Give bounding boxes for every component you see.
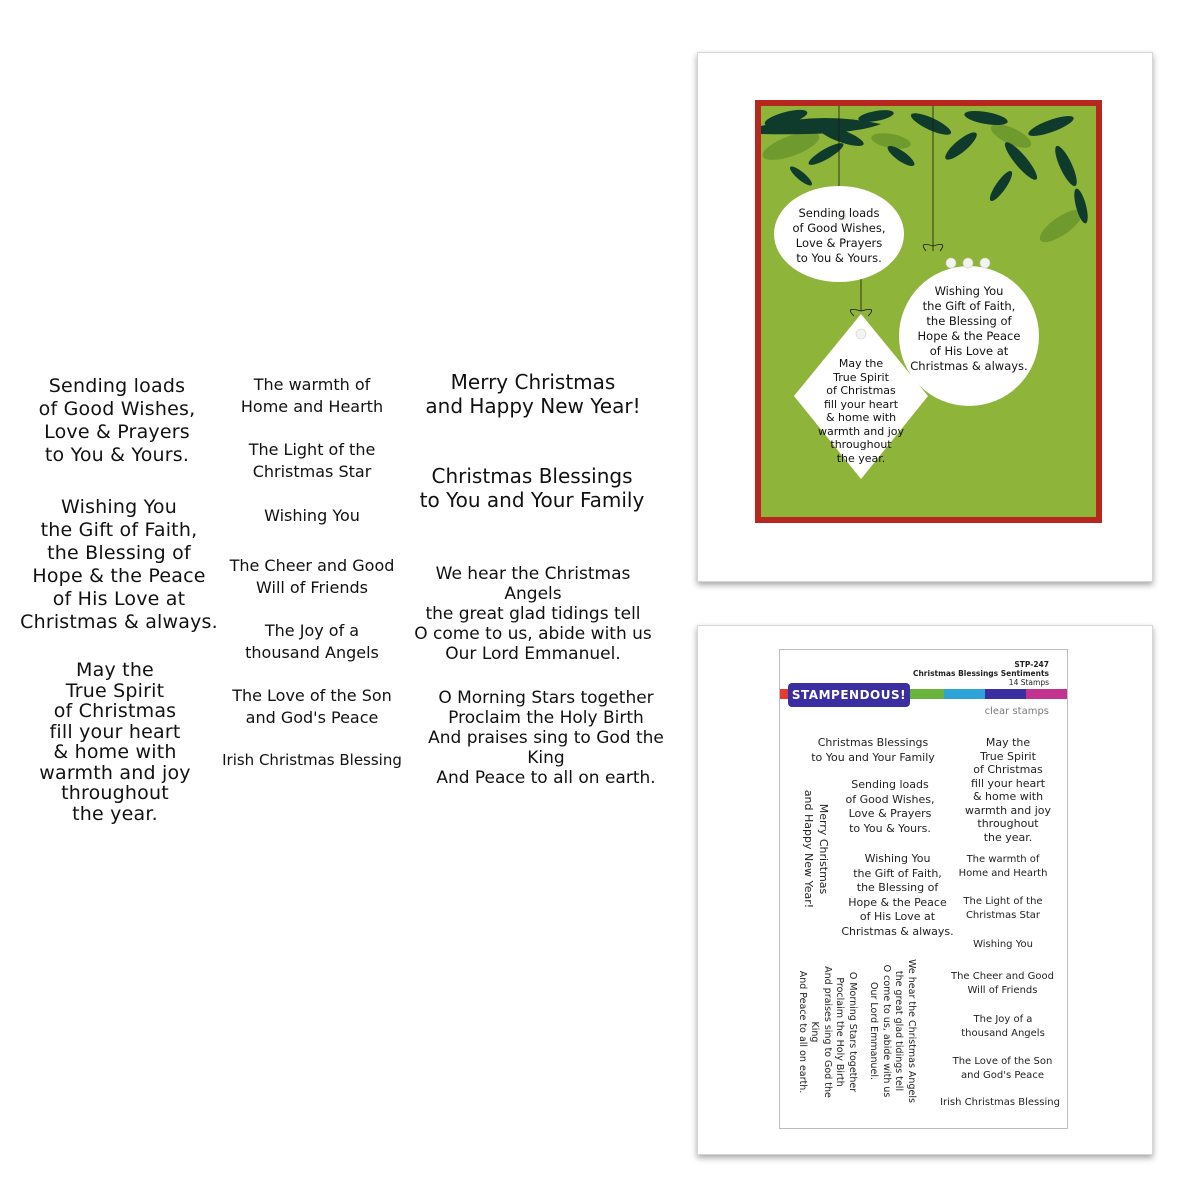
sentiment-morning-stars: O Morning Stars together Proclaim the Holy Birth And praises sing to God the King And Peace to all on earth. (428, 688, 664, 788)
stamp-package (779, 649, 1068, 1129)
clear-stamps-label: clear stamps (984, 706, 1049, 717)
pkg-stamp-wishing-you: Wishing You (973, 939, 1033, 950)
pkg-stamp-angels-rotated: We hear the Christmas Angels the great glad tidings tell O come to us, abide with us Our Lord Emmanuel. (868, 959, 917, 1103)
pkg-stamp-love: The Love of the Son and God's Peace (952, 1056, 1053, 1081)
sentiment-christmas-angels: We hear the Christmas Angels the great glad tidings tell O come to us, abide with us Our Lord Emmanuel. (414, 564, 652, 664)
package-product-name: Christmas Blessings Sentiments (912, 669, 1049, 678)
sentiment-sending-loads: Sending loads of Good Wishes, Love & Prayers to You & Yours. (38, 375, 196, 466)
pkg-stamp-irish: Irish Christmas Blessing (940, 1097, 1060, 1108)
card-green-panel (761, 106, 1096, 517)
pkg-stamp-sending: Sending loads of Good Wishes, Love & Prayers to You & Yours. (845, 778, 935, 835)
sentiment-wishing-you: Wishing You (264, 506, 360, 525)
pkg-stamp-blessings: Christmas Blessings to You and Your Family (811, 736, 935, 764)
ornament-oval-text: Sending loads of Good Wishes, Love & Prayers to You & Yours. (792, 206, 886, 265)
pkg-stamp-cheer: The Cheer and Good Will of Friends (950, 971, 1055, 996)
brand-logo: STAMPENDOUS! (788, 683, 910, 707)
sentiment-love: The Love of the Son and God's Peace (232, 686, 392, 727)
sentiment-cheer: The Cheer and Good Will of Friends (229, 556, 395, 597)
ornament-diamond-text: May the True Spirit of Christmas fill your heart & home with warmth and joy throughout the year. (817, 357, 905, 465)
sentiment-warmth: The warmth of Home and Hearth (240, 375, 384, 416)
package-sku: STP-247 (1014, 660, 1049, 669)
sentiment-light: The Light of the Christmas Star (248, 440, 376, 481)
pkg-stamp-wishing-faith: Wishing You the Gift of Faith, the Blessing of Hope & the Peace of His Love at Christmas & always. (841, 852, 954, 938)
sentiment-wishing-faith: Wishing You the Gift of Faith, the Blessing of Hope & the Peace of His Love at Christmas & always. (20, 496, 218, 633)
pkg-stamp-joy: The Joy of a thousand Angels (961, 1014, 1045, 1039)
pkg-stamp-light: The Light of the Christmas Star (963, 896, 1043, 921)
sentiment-true-spirit: May the True Spirit of Christmas fill your heart & home with warmth and joy throughout the year. (39, 659, 191, 825)
ornament-circle-text: Wishing You the Gift of Faith, the Blessing of Hope & the Peace of His Love at Christmas & always. (910, 284, 1028, 373)
sentiment-joy: The Joy of a thousand Angels (245, 621, 379, 662)
sentiment-merry-christmas: Merry Christmas and Happy New Year! (425, 370, 641, 418)
pkg-stamp-true-spirit: May the True Spirit of Christmas fill your heart & home with warmth and joy throughout the year. (964, 736, 1052, 844)
pkg-stamp-warmth: The warmth of Home and Hearth (958, 854, 1048, 879)
pkg-stamp-morning-rotated: O Morning Stars together Proclaim the Holy Birth And praises sing to God the King And Peace to all on earth. (797, 966, 858, 1098)
sentiment-irish: Irish Christmas Blessing (222, 751, 402, 769)
pkg-stamp-merry-rotated: Merry Christmas and Happy New Year! (802, 789, 830, 909)
sentiment-christmas-blessings: Christmas Blessings to You and Your Family (419, 464, 645, 512)
package-stamp-count: 14 Stamps (1008, 678, 1049, 687)
